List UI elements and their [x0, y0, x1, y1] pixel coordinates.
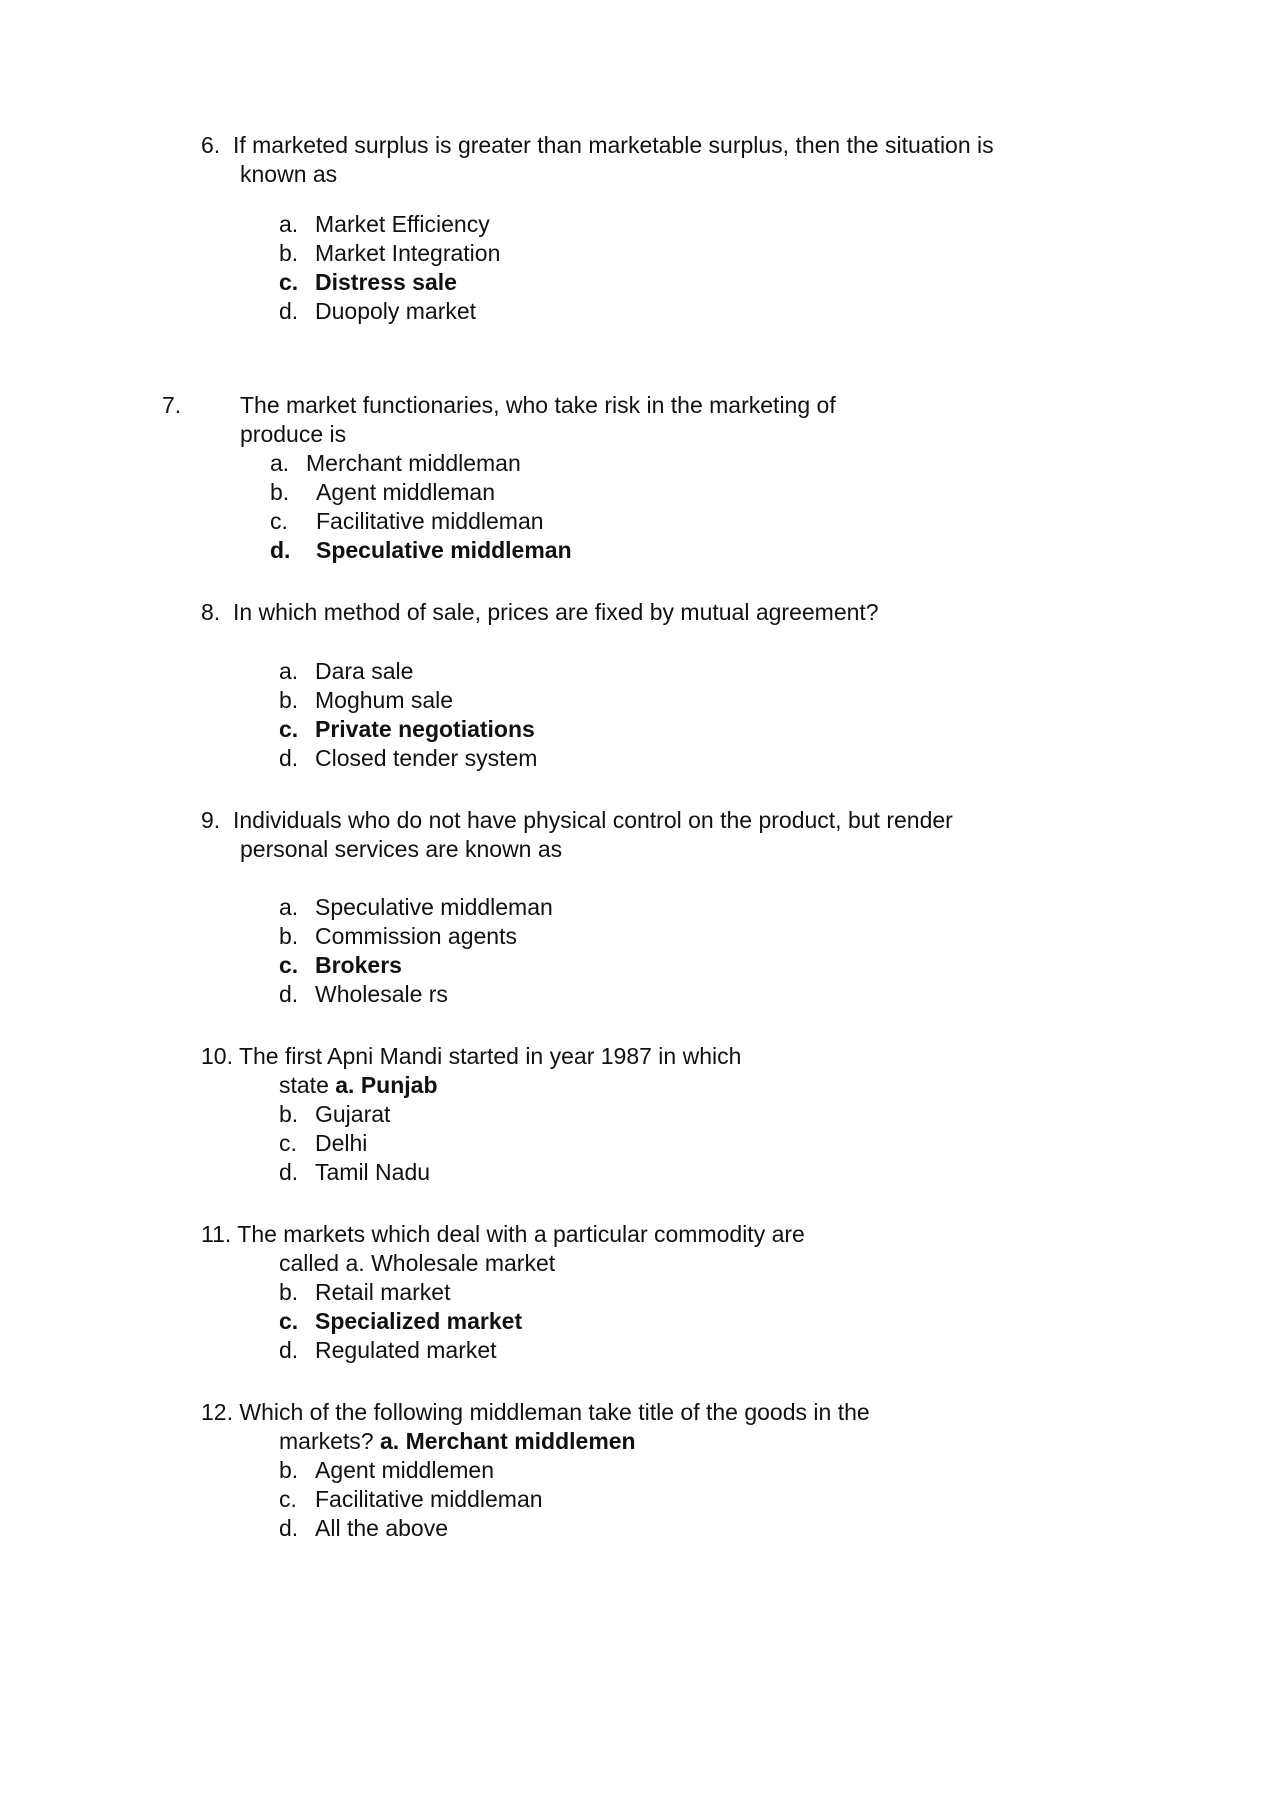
option-d-correct: d. Speculative middleman [270, 537, 572, 563]
option-c-correct: c. Distress sale [279, 269, 457, 295]
question-number: 8. [201, 599, 221, 625]
question-text: 12. Which of the following middleman take title of the goods in the [201, 1399, 870, 1425]
question-text: 8. In which method of sale, prices are fixed by mutual agreement? [201, 599, 879, 625]
option-c-correct: c. Private negotiations [279, 716, 535, 742]
option-c: c. Facilitative middleman [270, 508, 544, 534]
option-b: b. Commission agents [279, 923, 517, 949]
question-number: 11. [201, 1221, 232, 1247]
option-a: a. Market Efficiency [279, 211, 490, 237]
option-c-correct: c. Specialized market [279, 1308, 523, 1334]
option-d: d. Wholesale rs [279, 981, 448, 1007]
option-b: b. Retail market [279, 1279, 451, 1305]
option-c: c. Facilitative middleman [279, 1486, 543, 1512]
question-text: 6. If marketed surplus is greater than marketable surplus, then the situation is [201, 132, 994, 158]
question-number: 10. [201, 1043, 233, 1069]
option-b: b. Agent middleman [270, 479, 495, 505]
option-d: d. All the above [279, 1515, 448, 1541]
option-d: d. Closed tender system [279, 745, 538, 771]
option-a: a. Speculative middleman [279, 894, 553, 920]
option-d: d. Regulated market [279, 1337, 497, 1363]
question-number: 6. [201, 132, 221, 158]
question-text: 9. Individuals who do not have physical control on the product, but render [201, 807, 953, 833]
option-b: b. Moghum sale [279, 687, 454, 713]
option-d: d. Duopoly market [279, 298, 477, 324]
question-number: 7. [162, 392, 182, 418]
question-number: 9. [201, 807, 221, 833]
option-b: b. Market Integration [279, 240, 501, 266]
question-text-cont: personal services are known as [240, 836, 563, 862]
question-text: 11. The markets which deal with a particular commodity are [201, 1221, 805, 1247]
option-a-correct: state a. Punjab [279, 1072, 438, 1098]
option-b: b. Gujarat [279, 1101, 391, 1127]
option-a: a. Merchant middleman [270, 450, 521, 476]
question-text: 10. The first Apni Mandi started in year 1987 in which [201, 1043, 742, 1069]
question-text-cont: known as [240, 161, 338, 187]
question-text-cont: produce is [240, 421, 347, 447]
question-text: The market functionaries, who take risk in the marketing of [240, 392, 836, 418]
option-c-correct: c. Brokers [279, 952, 402, 978]
option-c: c. Delhi [279, 1130, 368, 1156]
option-d: d. Tamil Nadu [279, 1159, 431, 1185]
option-b: b. Agent middlemen [279, 1457, 494, 1483]
option-a: a. Dara sale [279, 658, 414, 684]
option-a-correct: markets? a. Merchant middlemen [279, 1428, 636, 1454]
option-a: called a. Wholesale market [279, 1250, 556, 1276]
question-number: 12. [201, 1399, 233, 1425]
